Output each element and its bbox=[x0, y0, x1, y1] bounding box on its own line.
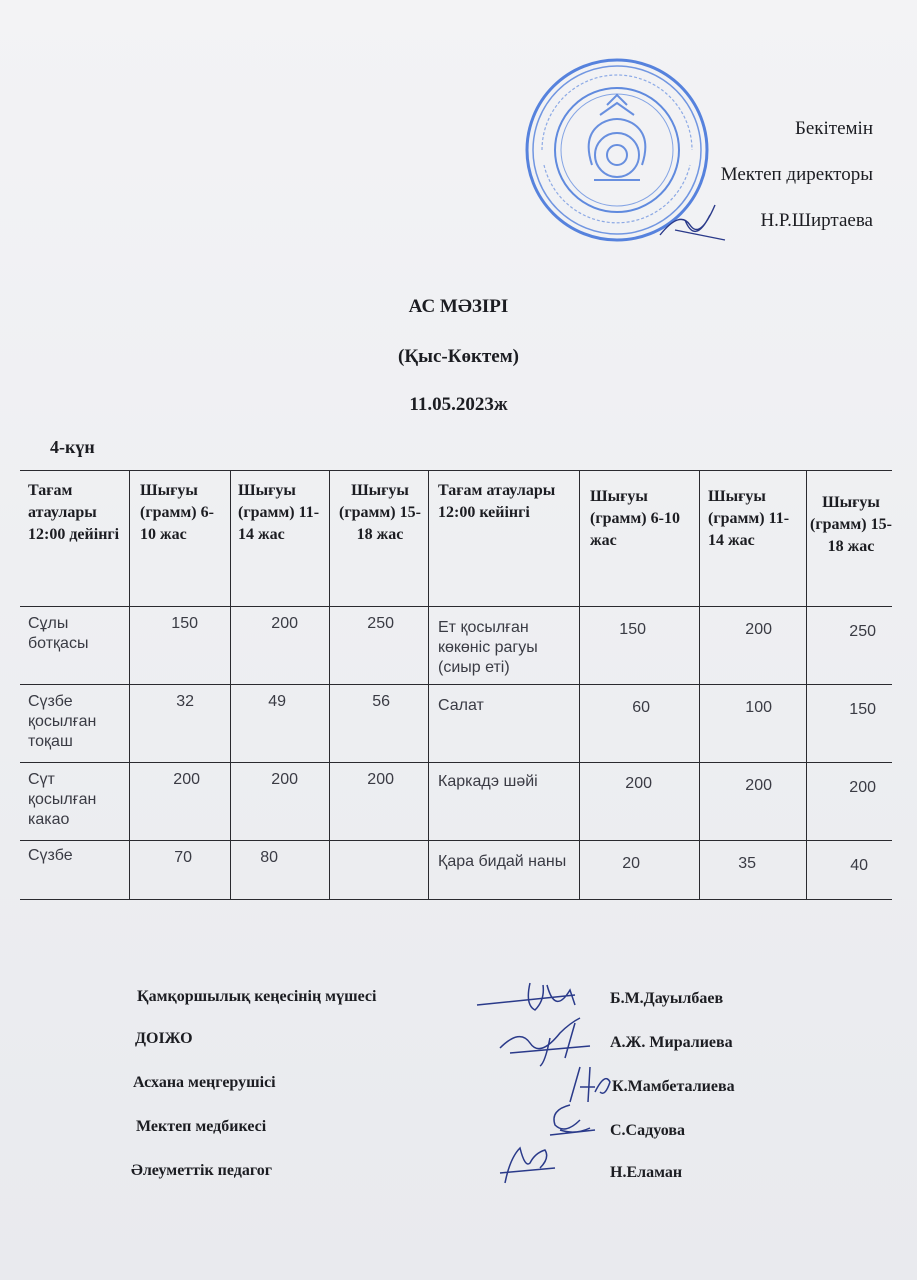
approval-position: Мектеп директоры bbox=[720, 164, 873, 185]
signature-saduova bbox=[540, 1100, 600, 1140]
header-am-6-10: Шығуы (грамм) 6-10 жас bbox=[140, 482, 214, 543]
table-cell: 35 bbox=[738, 855, 756, 872]
table-column-line bbox=[230, 470, 231, 900]
table-cell: 200 bbox=[745, 777, 772, 794]
signer-role: Мектеп медбикесі bbox=[136, 1118, 267, 1135]
table-cell: 200 bbox=[271, 771, 298, 788]
header-pm-6-10: Шығуы (грамм) 6-10 жас bbox=[590, 488, 680, 549]
table-cell: 200 bbox=[271, 615, 298, 632]
table-border bbox=[20, 899, 892, 900]
approval-name: Н.Р.Ширтаева bbox=[760, 210, 873, 231]
day-label: 4-күн bbox=[50, 437, 95, 457]
approval-block bbox=[721, 106, 873, 244]
table-cell: 100 bbox=[745, 699, 772, 716]
table-cell: Сүзбе bbox=[28, 847, 73, 864]
signer-name: К.Мамбеталиева bbox=[612, 1078, 735, 1095]
table-cell: 60 bbox=[632, 699, 650, 716]
signer-name: Б.М.Дауылбаев bbox=[610, 990, 724, 1007]
table-column-line bbox=[129, 470, 130, 900]
table-cell: 150 bbox=[171, 615, 198, 632]
table-cell: 200 bbox=[745, 621, 772, 638]
signature-elaman bbox=[495, 1138, 565, 1188]
header-pm-15-18: Шығуы (грамм) 15-18 жас bbox=[810, 494, 892, 555]
table-column-line bbox=[579, 470, 580, 900]
document-title: АС МӘЗІРІ bbox=[408, 296, 509, 317]
header-dish-am: Тағам атаулары 12:00 дейінгі bbox=[28, 482, 120, 543]
table-column-line bbox=[329, 470, 330, 900]
signer-name: С.Садуова bbox=[610, 1122, 686, 1139]
table-cell: Ет қосылған көкөніс рагуы (сиыр еті) bbox=[438, 619, 538, 676]
table-cell: 200 bbox=[625, 775, 652, 792]
table-cell: 150 bbox=[619, 621, 646, 638]
table-cell: 40 bbox=[850, 857, 868, 874]
director-signature bbox=[650, 190, 740, 250]
header-dish-pm: Тағам атаулары 12:00 кейінгі bbox=[438, 482, 556, 521]
header-am-15-18: Шығуы (грамм) 15-18 жас bbox=[339, 482, 421, 543]
table-column-line bbox=[428, 470, 429, 900]
table-column-line bbox=[699, 470, 700, 900]
table-cell: 70 bbox=[174, 849, 192, 866]
signer-name: Н.Еламан bbox=[610, 1164, 683, 1181]
table-cell: 250 bbox=[849, 623, 876, 640]
table-divider bbox=[20, 762, 892, 763]
table-column-line bbox=[806, 470, 807, 900]
signer-name: А.Ж. Миралиева bbox=[610, 1034, 733, 1051]
date-label: 11.05.2023ж bbox=[409, 394, 508, 415]
table-cell: Сүт қосылған какао bbox=[28, 771, 97, 828]
header-pm-11-14: Шығуы (грамм) 11-14 жас bbox=[708, 488, 790, 549]
signer-role: Асхана меңгерушісі bbox=[133, 1074, 276, 1091]
table-cell: Қара бидай наны bbox=[438, 853, 567, 870]
table-cell: 56 bbox=[372, 693, 390, 710]
table-divider bbox=[20, 606, 892, 607]
table-cell: 20 bbox=[622, 855, 640, 872]
table-cell: Каркадэ шәйі bbox=[438, 773, 538, 790]
signature-miralieva bbox=[490, 1008, 600, 1068]
table-divider bbox=[20, 840, 892, 841]
table-cell: Салат bbox=[438, 697, 484, 714]
table-cell: 250 bbox=[367, 615, 394, 632]
table-cell: 32 bbox=[176, 693, 194, 710]
table-cell: Сүзбе қосылған тоқаш bbox=[28, 693, 97, 750]
table-cell: Сұлы ботқасы bbox=[28, 615, 89, 652]
signer-role: Қамқоршылық кеңесінің мүшесі bbox=[137, 988, 377, 1005]
approval-title: Бекітемін bbox=[794, 118, 873, 139]
table-border bbox=[20, 470, 892, 471]
signer-role: Әлеуметтік педагог bbox=[131, 1162, 273, 1179]
table-divider bbox=[20, 684, 892, 685]
table-cell: 150 bbox=[849, 701, 876, 718]
signer-role: ДОІЖО bbox=[135, 1030, 193, 1047]
table-cell: 200 bbox=[849, 779, 876, 796]
table-cell: 200 bbox=[367, 771, 394, 788]
table-cell: 49 bbox=[268, 693, 286, 710]
table-cell: 200 bbox=[173, 771, 200, 788]
season-label: (Қыс-Көктем) bbox=[398, 346, 519, 367]
table-cell: 80 bbox=[260, 849, 278, 866]
header-am-11-14: Шығуы (грамм) 11-14 жас bbox=[238, 482, 320, 543]
